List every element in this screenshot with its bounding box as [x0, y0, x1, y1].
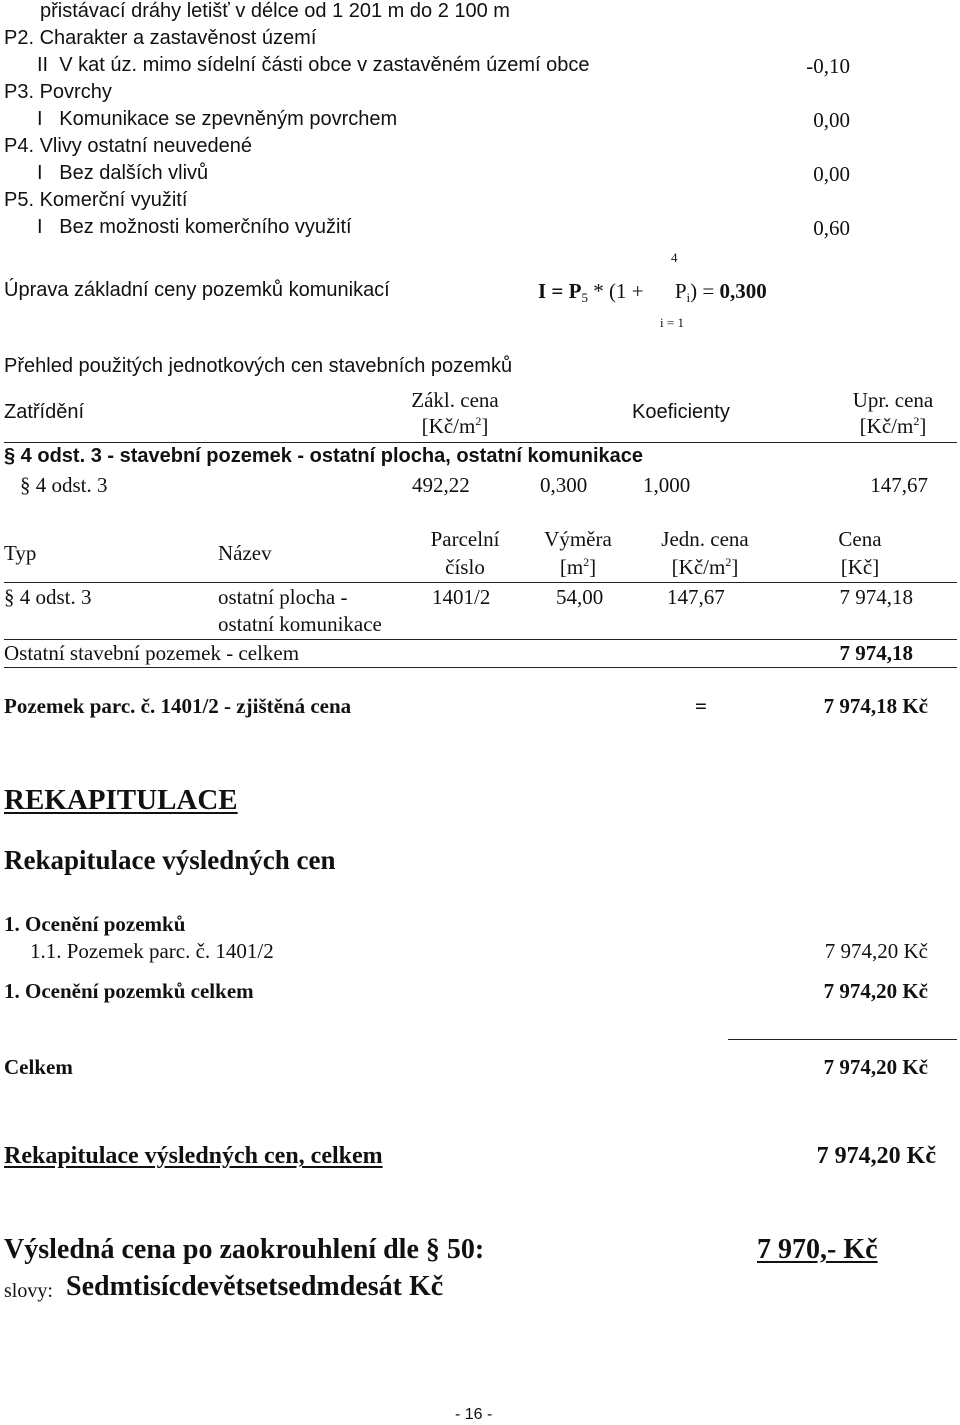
p3-item: I Komunikace se zpevněným povrchem	[37, 108, 398, 130]
p3-value: 0,00	[813, 108, 850, 132]
col-jedn-unit: $[Kč/m^2]$	[671, 555, 739, 579]
col-cena: Cena	[838, 527, 882, 551]
land-total-label: Ostatní stavební pozemek - celkem	[4, 641, 300, 665]
table-divider	[4, 639, 957, 640]
recap-item-label: 1.1. Pozemek parc. č. 1401/2	[30, 939, 274, 963]
col-cena-unit: [Kč]	[840, 555, 880, 579]
recap-total-value: 7 974,20 Kč	[816, 1143, 936, 1169]
words-value: Sedmtisícdevětsetsedmdesát Kč	[66, 1271, 444, 1302]
recap-section: 1. Ocenění pozemků	[4, 912, 186, 936]
formula-result: 0,300	[719, 279, 767, 303]
p2-value: -0,10	[806, 54, 850, 78]
celkem-value: 7 974,20 Kč	[823, 1055, 928, 1079]
unit-prices-group-row: § 4 odst. 3 - stavební pozemek - ostatní plocha, ostatní komunikace	[4, 445, 644, 467]
intro-continuation-line: přistávací dráhy letišť v délce od 1 201 m do 2 100 m	[40, 0, 510, 22]
land-row-cena: 7 974,18	[839, 585, 913, 609]
table-divider	[4, 442, 957, 443]
land-row-nazev-1: ostatní plocha -	[218, 585, 348, 609]
sum-line	[728, 1039, 957, 1040]
p4-title: P4. Vlivy ostatní neuvedené	[4, 135, 252, 157]
col-zakl-unit: $[Kč/m^2]$	[421, 414, 489, 438]
p5-item: I Bez možnosti komerčního využití	[37, 216, 352, 238]
unit-row-zatrideni: § 4 odst. 3	[20, 473, 108, 497]
land-row-vymera: 54,00	[556, 585, 604, 609]
unit-row-upr: 147,67	[870, 473, 928, 497]
recap-total-label: Rekapitulace výsledných cen, celkem	[4, 1143, 383, 1169]
page-number: - 16 -	[455, 1406, 493, 1423]
recap-section-total-value: 7 974,20 Kč	[823, 979, 928, 1003]
formula-expression	[538, 279, 767, 303]
col-vymera: Výměra	[544, 527, 612, 551]
table-divider	[4, 582, 957, 583]
unit-prices-heading: Přehled použitých jednotkových cen stavebních pozemků	[4, 355, 513, 377]
celkem-label: Celkem	[4, 1055, 73, 1079]
col-koeficienty: Koeficienty	[632, 401, 730, 423]
table-divider	[4, 667, 957, 668]
unit-row-koef2: 1,000	[643, 473, 691, 497]
col-vymera-unit: $[m^2]$	[559, 555, 597, 579]
words-label: slovy:	[4, 1280, 53, 1302]
col-cislo: číslo	[445, 555, 485, 579]
col-nazev: Název	[218, 541, 272, 565]
parcel-result-value: 7 974,18 Kč	[823, 694, 928, 718]
unit-row-koef1: 0,300	[540, 473, 588, 497]
col-zakl-cena: Zákl. cena	[411, 388, 499, 412]
land-row-parc: 1401/2	[432, 585, 491, 609]
final-value: 7 970,- Kč	[757, 1234, 878, 1265]
sum-lower-limit: i = 1	[660, 315, 684, 330]
parcel-result-label: Pozemek parc. č. 1401/2 - zjištěná cena	[4, 694, 352, 718]
p3-title: P3. Povrchy	[4, 81, 112, 103]
formula-mid: * (1 +	[587, 279, 649, 303]
p2-title: P2. Charakter a zastavěnost území	[4, 27, 317, 49]
final-label: Výsledná cena po zaokrouhlení dle § 50:	[4, 1234, 485, 1265]
formula-label: Úprava základní ceny pozemků komunikací	[4, 279, 390, 301]
recap-item-value: 7 974,20 Kč	[824, 939, 928, 963]
col-parcelni: Parcelní	[430, 527, 500, 551]
formula-p-sub: i	[686, 290, 691, 305]
land-total-value: 7 974,18	[839, 641, 913, 665]
land-row-jedn: 147,67	[667, 585, 725, 609]
p4-item: I Bez dalších vlivů	[37, 162, 209, 184]
unit-row-zakl: 492,22	[412, 473, 470, 497]
col-upr-unit: $[Kč/m^2]$	[859, 414, 927, 438]
sum-upper-limit: 4	[671, 250, 678, 265]
recap-subtitle: Rekapitulace výsledných cen	[4, 845, 336, 875]
parcel-result-eq: =	[695, 694, 707, 718]
land-row-typ: § 4 odst. 3	[4, 585, 92, 609]
recap-title: REKAPITULACE	[4, 784, 238, 816]
formula-rhs: ) =	[690, 279, 720, 303]
p5-value: 0,60	[813, 216, 850, 240]
col-typ: Typ	[4, 541, 37, 565]
col-zatrideni: Zatřídění	[4, 401, 85, 423]
formula-p: P	[674, 279, 687, 303]
formula-lhs-sub: 5	[581, 290, 588, 305]
col-jedn-cena: Jedn. cena	[661, 527, 749, 551]
col-upr-cena: Upr. cena	[852, 388, 934, 412]
recap-section-total-label: 1. Ocenění pozemků celkem	[4, 979, 254, 1003]
land-row-nazev-2: ostatní komunikace	[218, 612, 382, 636]
p4-value: 0,00	[813, 162, 850, 186]
p2-item: II V kat úz. mimo sídelní části obce v zastavěném území obce	[37, 54, 590, 76]
p5-title: P5. Komerční využití	[4, 189, 188, 211]
formula-lhs: I = P	[538, 279, 582, 303]
